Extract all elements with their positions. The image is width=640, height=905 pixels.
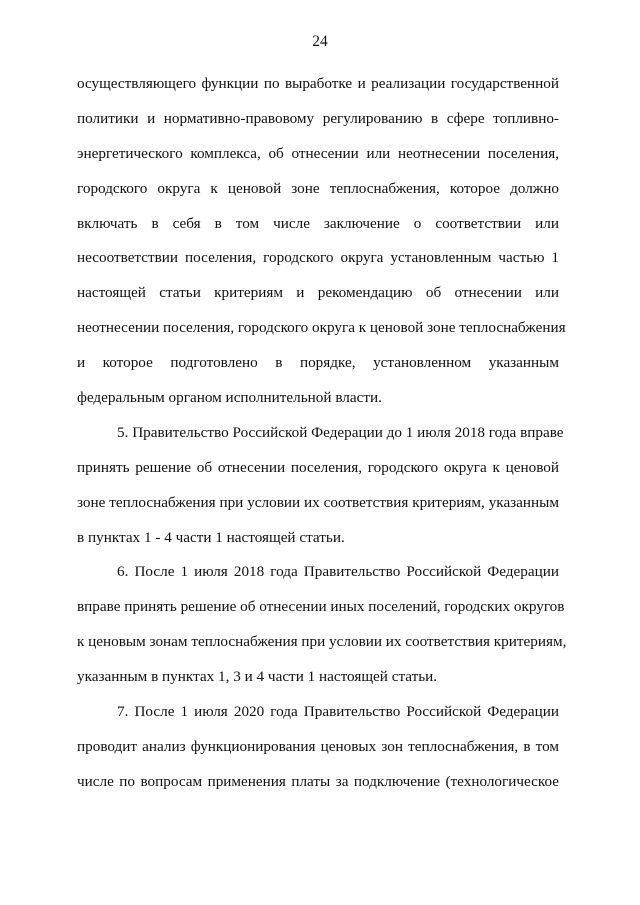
text-line: принять решение об отнесении поселения, городского округа к ценовой: [77, 458, 559, 476]
text-line: настоящей статьи критериям и рекомендацию об отнесении или: [77, 284, 559, 302]
text-line: 7. После 1 июля 2020 года Правительство Российской Федерации: [117, 703, 559, 721]
text-line: энергетического комплекса, об отнесении или неотнесении поселения,: [77, 144, 559, 162]
text-line: 6. После 1 июля 2018 года Правительство Российской Федерации: [117, 563, 559, 581]
text-line: указанным в пунктах 1, 3 и 4 части 1 настоящей статьи.: [77, 668, 438, 686]
text-line: политики и нормативно-правовому регулированию в сфере топливно-: [77, 109, 559, 127]
text-line: и которое подготовлено в порядке, установленном указанным: [77, 354, 559, 372]
page-number: 24: [312, 33, 328, 50]
text-line: в пунктах 1 - 4 части 1 настоящей статьи.: [77, 528, 345, 546]
text-line: к ценовым зонам теплоснабжения при условии их соответствия критериям,: [77, 633, 567, 651]
text-line: проводит анализ функционирования ценовых зон теплоснабжения, в том: [77, 737, 559, 755]
text-line: зоне теплоснабжения при условии их соответствия критериям, указанным: [77, 493, 559, 511]
text-line: осуществляющего функции по выработке и реализации государственной: [77, 75, 559, 92]
text-line: городского округа к ценовой зоне теплоснабжения, которое должно: [77, 179, 559, 197]
text-line: неотнесении поселения, городского округа к ценовой зоне теплоснабжения: [77, 319, 566, 337]
text-line: числе по вопросам применения платы за подключение (технологическое: [77, 772, 559, 790]
text-line: включать в себя в том числе заключение о соответствии или: [77, 214, 559, 232]
text-line: несоответствии поселения, городского округа установленным частью 1: [77, 249, 559, 267]
text-line: вправе принять решение об отнесении иных поселений, городских округов: [77, 598, 565, 616]
document-body: [77, 67, 567, 800]
text-line: 5. Правительство Российской Федерации до 1 июля 2018 года вправе: [117, 423, 564, 441]
text-line: федеральным органом исполнительной власти.: [77, 389, 382, 407]
